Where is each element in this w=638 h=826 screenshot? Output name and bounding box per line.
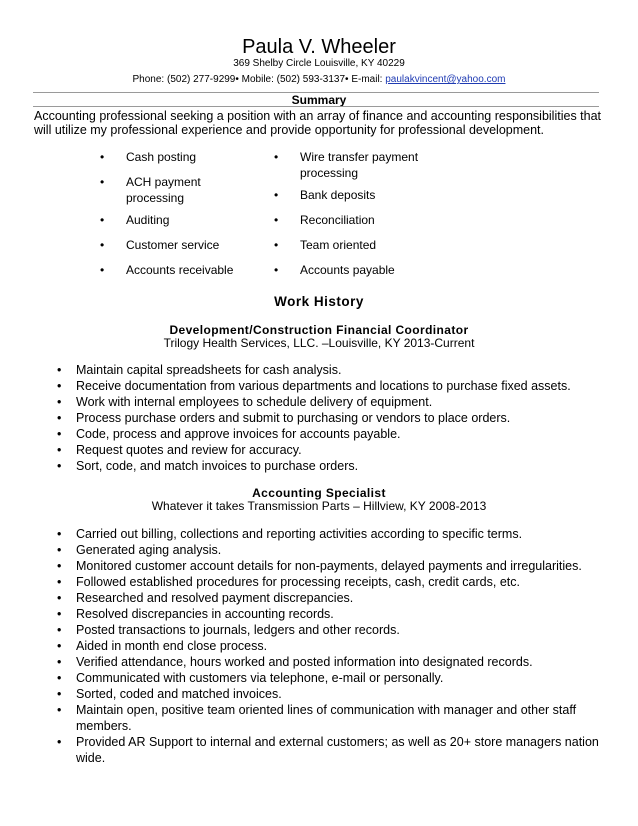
bullet-icon: • <box>274 263 279 277</box>
list-item: • Maintain capital spreadsheets for cash analysis. <box>57 363 342 377</box>
email-link[interactable]: paulakvincent@yahoo.com <box>385 74 506 85</box>
summary-text: Accounting professional seeking a position with an array of finance and accounting responsibilities that will utilize my professional experience and provide opportunity for professional development. <box>34 109 602 137</box>
bullet-icon: • <box>274 188 279 202</box>
list-item: • Maintain open, positive team oriented lines of communication with manager and other staff members. <box>57 703 577 733</box>
list-item: • Receive documentation from various departments and locations to purchase fixed assets. <box>57 379 571 393</box>
bullet-icon: • <box>57 427 62 441</box>
list-item: • Posted transactions to journals, ledgers and other records. <box>57 623 400 637</box>
contact-line <box>0 74 638 86</box>
resume-page: Paula V. Wheeler 369 Shelby Circle Louisville, KY 40229 Phone: (502) 277-9299• Mobile: (502) 593-3137• E-mail: paulakvincent@yahoo.com Summary Accounting professional seeking a position with an array of finance and accounting responsibilities that will utilize my professional experience and provide opportunity for professional development. • Cash posting • ACH payment processing • Auditing • Customer service • Accounts receivable • Wire transfer payment processing • Bank deposits • Reconciliation • Team oriented • Accounts payable Work History Development/Construction Financial Coordinator Trilogy Health Services, LLC. –Louisville, KY 2013-Current • Maintain capital spreadsheets for cash analysis. • Receive documentation from various departments and locations to purchase fixed assets. • Work with internal employees to schedule delivery of equipment. • Process purchase orders and submit to purchasing or vendors to place orders. • Code, process and approve invoices for accounts payable. • Request quotes and review for accuracy. • Sort, code, and match invoices to purchase orders. Accounting Specialist Whatever it takes Transmission Parts – Hillview, KY 2008-2013 • Carried out billing, collections and reporting activities according to specific terms. • Generated aging analysis. • Monitored customer account details for non-payments, delayed payments and irregularities. • Followed established procedures for processing receipts, cash, credit cards, etc. • Researched and resolved payment discrepancies. • Resolved discrepancies in accounting records. • Posted transactions to journals, ledgers and other records. • Aided in month end close process. • Verified attendance, hours worked and posted information into designated records. • Communicated with customers via telephone, e-mail or personally. • Sorted, coded and matched invoices. • Maintain open, positive team oriented lines of communication with manager and other staff members. • Provided AR Support to internal and external customers; as well as 20+ store managers nation wide. <box>0 0 638 826</box>
list-item: • Process purchase orders and submit to purchasing or vendors to place orders. <box>57 411 511 425</box>
bullet-icon: • <box>57 703 62 717</box>
job-title: Development/Construction Financial Coordinator <box>169 323 469 337</box>
list-item: • Communicated with customers via telephone, e-mail or personally. <box>57 671 444 685</box>
bullet-icon: • <box>100 213 105 227</box>
list-item: • Researched and resolved payment discrepancies. <box>57 591 354 605</box>
list-item: • Generated aging analysis. <box>57 543 222 557</box>
bullet-icon: • <box>57 443 62 457</box>
bullet-icon: • <box>100 238 105 252</box>
list-item: • Work with internal employees to schedule delivery of equipment. <box>57 395 433 409</box>
bullet-icon: • <box>57 655 62 669</box>
candidate-name: Paula V. Wheeler <box>242 36 396 58</box>
bullet-icon: • <box>274 150 279 164</box>
summary-bottom-rule <box>33 106 599 107</box>
list-item: • Carried out billing, collections and reporting activities according to specific terms. <box>57 527 523 541</box>
bullet-icon: • <box>274 238 279 252</box>
list-item: • Code, process and approve invoices for accounts payable. <box>57 427 401 441</box>
bullet-icon: • <box>57 687 62 701</box>
list-item: • Provided AR Support to internal and external customers; as well as 20+ store managers nation wide. <box>57 735 599 765</box>
bullet-icon: • <box>57 671 62 685</box>
bullet-icon: • <box>57 591 62 605</box>
list-item: • Verified attendance, hours worked and posted information into designated records. <box>57 655 533 669</box>
bullet-icon: • <box>100 175 105 189</box>
bullet-icon: • <box>274 213 279 227</box>
job-company: Whatever it takes Transmission Parts – Hillview, KY 2008-2013 <box>151 499 487 513</box>
work-history-heading: Work History <box>274 294 364 309</box>
list-item: • Sorted, coded and matched invoices. <box>57 687 282 701</box>
bullet-icon: • <box>57 411 62 425</box>
job-title: Accounting Specialist <box>252 486 386 500</box>
bullet-icon: • <box>100 150 105 164</box>
job-duties-list <box>55 362 607 474</box>
job-company: Trilogy Health Services, LLC. –Louisville, KY 2013-Current <box>163 336 475 350</box>
contact-phones: Phone: (502) 277-9299• Mobile: (502) 593-3137• E-mail: <box>132 74 386 85</box>
summary-heading: Summary <box>291 93 347 107</box>
bullet-icon: • <box>57 379 62 393</box>
bullet-icon: • <box>57 363 62 377</box>
bullet-icon: • <box>57 543 62 557</box>
bullet-icon: • <box>57 607 62 621</box>
bullet-icon: • <box>57 395 62 409</box>
bullet-icon: • <box>57 623 62 637</box>
bullet-icon: • <box>57 575 62 589</box>
list-item: • Monitored customer account details for non-payments, delayed payments and irregularities. <box>57 559 582 573</box>
bullet-icon: • <box>100 263 105 277</box>
list-item: • Aided in month end close process. <box>57 639 268 653</box>
list-item: • Sort, code, and match invoices to purchase orders. <box>57 459 359 473</box>
address-line: 369 Shelby Circle Louisville, KY 40229 <box>233 58 405 69</box>
list-item: • Resolved discrepancies in accounting records. <box>57 607 334 621</box>
bullet-icon: • <box>57 735 62 749</box>
bullet-icon: • <box>57 459 62 473</box>
list-item: • Request quotes and review for accuracy. <box>57 443 302 457</box>
bullet-icon: • <box>57 527 62 541</box>
bullet-icon: • <box>57 639 62 653</box>
job-duties-list <box>55 526 607 766</box>
list-item: • Followed established procedures for processing receipts, cash, credit cards, etc. <box>57 575 520 589</box>
bullet-icon: • <box>57 559 62 573</box>
